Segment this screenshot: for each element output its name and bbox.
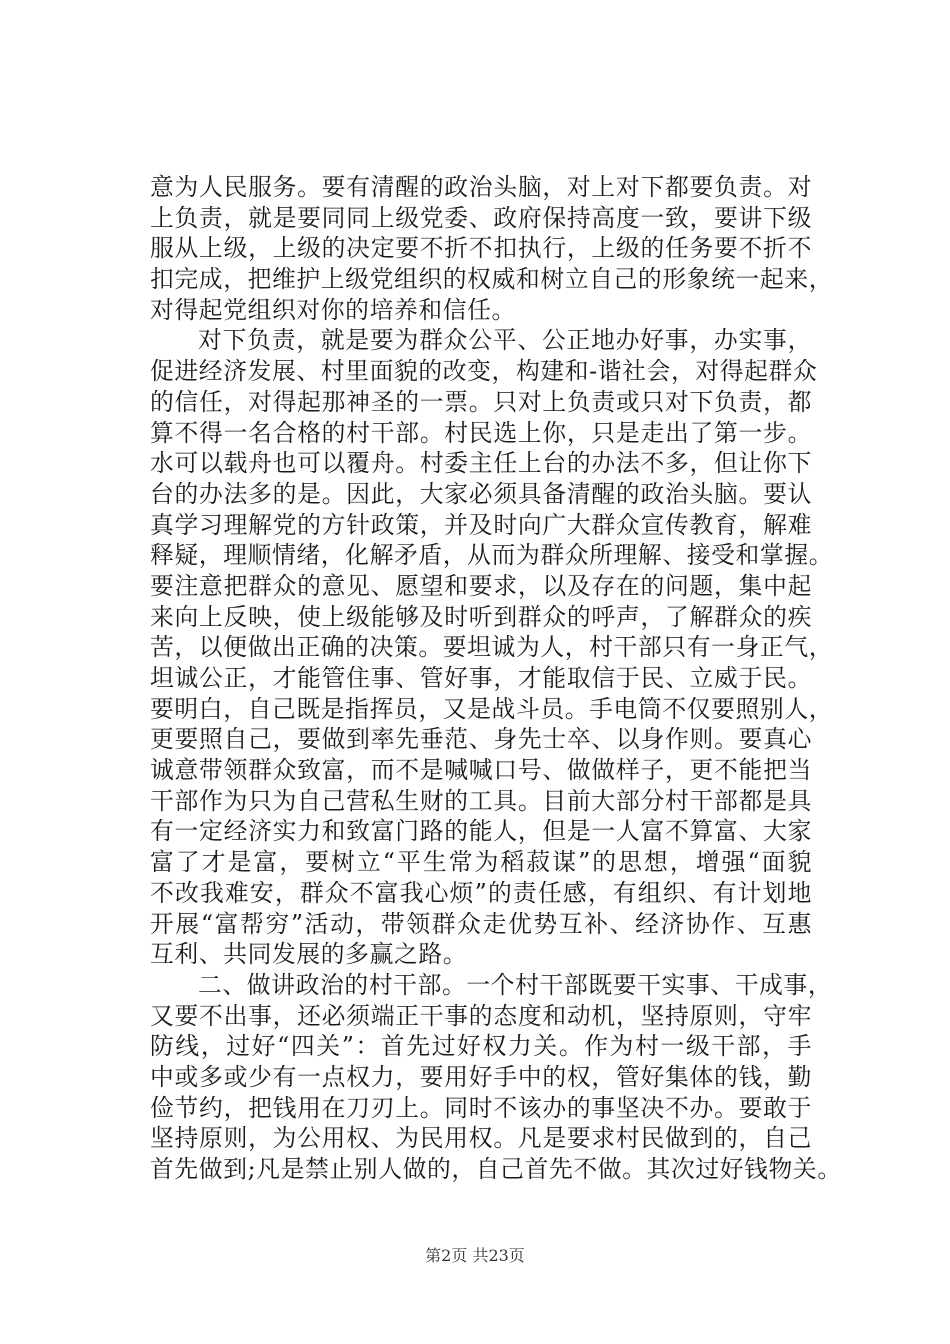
text-line: 中或多或少有一点权力，要用好手中的权，管好集体的钱，勤 <box>150 1062 812 1091</box>
text-line: 台的办法多的是。因此，大家必须具备清醒的政治头脑。要认 <box>150 479 812 508</box>
text-line: 二、做讲政治的村干部。一个村干部既要干实事、干成事， <box>198 970 833 999</box>
text-line: 促进经济发展、村里面貌的改变，构建和-谐社会，对得起群众 <box>150 357 818 386</box>
page-footer: 第2页 共23页 <box>425 1246 525 1265</box>
text-line: 算不得一名合格的村干部。村民选上你，只是走出了第一步。 <box>150 418 812 447</box>
text-line: 扣完成，把维护上级党组织的权威和树立自己的形象统一起来， <box>150 265 834 294</box>
text-line: 俭节约，把钱用在刀刃上。同时不该办的事坚决不办。要敢于 <box>150 1093 812 1122</box>
text-line: 对得起党组织对你的培养和信任。 <box>150 295 516 324</box>
text-line: 来向上反映，使上级能够及时听到群众的呼声，了解群众的疾 <box>150 602 812 631</box>
text-line: 意为人民服务。要有清醒的政治头脑，对上对下都要负责。对 <box>150 173 812 201</box>
text-line: 首先做到;凡是禁止别人做的，自己首先不做。其次过好钱物关。 <box>150 1155 842 1183</box>
text-line: 更要照自己，要做到率先垂范、身先士卒、以身作则。要真心 <box>150 725 812 754</box>
text-line: 水可以载舟也可以覆舟。村委主任上台的办法不多，但让你下 <box>150 449 812 478</box>
text-line: 要明白，自己既是指挥员，又是战斗员。手电筒不仅要照别人， <box>150 694 834 723</box>
text-line: 上负责，就是要同同上级党委、政府保持高度一致，要讲下级 <box>150 203 812 232</box>
text-line: 的信任，对得起那神圣的一票。只对上负责或只对下负责，都 <box>150 387 812 416</box>
text-line: 坚持原则，为公用权、为民用权。凡是要求村民做到的，自己 <box>150 1124 812 1153</box>
text-line: 释疑，理顺情绪，化解矛盾，从而为群众所理解、接受和掌握。 <box>150 541 834 570</box>
text-line: 要注意把群众的意见、愿望和要求，以及存在的问题，集中起 <box>150 571 812 600</box>
text-line: 不改我难安，群众不富我心烦”的责任感，有组织、有计划地 <box>150 878 812 907</box>
text-line: 干部作为只为自己营私生财的工具。目前大部分村干部都是具 <box>150 786 812 815</box>
text-line: 服从上级，上级的决定要不折不扣执行，上级的任务要不折不 <box>150 234 812 263</box>
body-text <box>150 172 842 1185</box>
text-line: 富了才是富，要树立“平生常为稻菽谋”的思想，增强“面貌 <box>150 848 812 877</box>
text-line: 又要不出事，还必须端正干事的态度和动机，坚持原则，守牢 <box>150 1001 812 1030</box>
text-line: 有一定经济实力和致富门路的能人，但是一人富不算富、大家 <box>150 817 812 846</box>
text-line: 诚意带领群众致富，而不是喊喊口号、做做样子，更不能把当 <box>150 756 812 785</box>
text-line: 防线，过好“四关”：首先过好权力关。作为村一级干部，手 <box>150 1032 812 1061</box>
text-line: 对下负责，就是要为群众公平、公正地办好事，办实事， <box>198 326 812 355</box>
text-line: 苦，以便做出正确的决策。要坦诚为人，村干部只有一身正气， <box>150 633 834 662</box>
text-line: 开展“富帮穷”活动，带领群众走优势互补、经济协作、互惠 <box>150 909 812 938</box>
text-line: 坦诚公正，才能管住事、管好事，才能取信于民、立威于民。 <box>150 664 812 692</box>
text-line: 真学习理解党的方针政策，并及时向广大群众宣传教育，解难 <box>150 510 812 539</box>
text-line: 互利、共同发展的多赢之路。 <box>150 940 468 969</box>
